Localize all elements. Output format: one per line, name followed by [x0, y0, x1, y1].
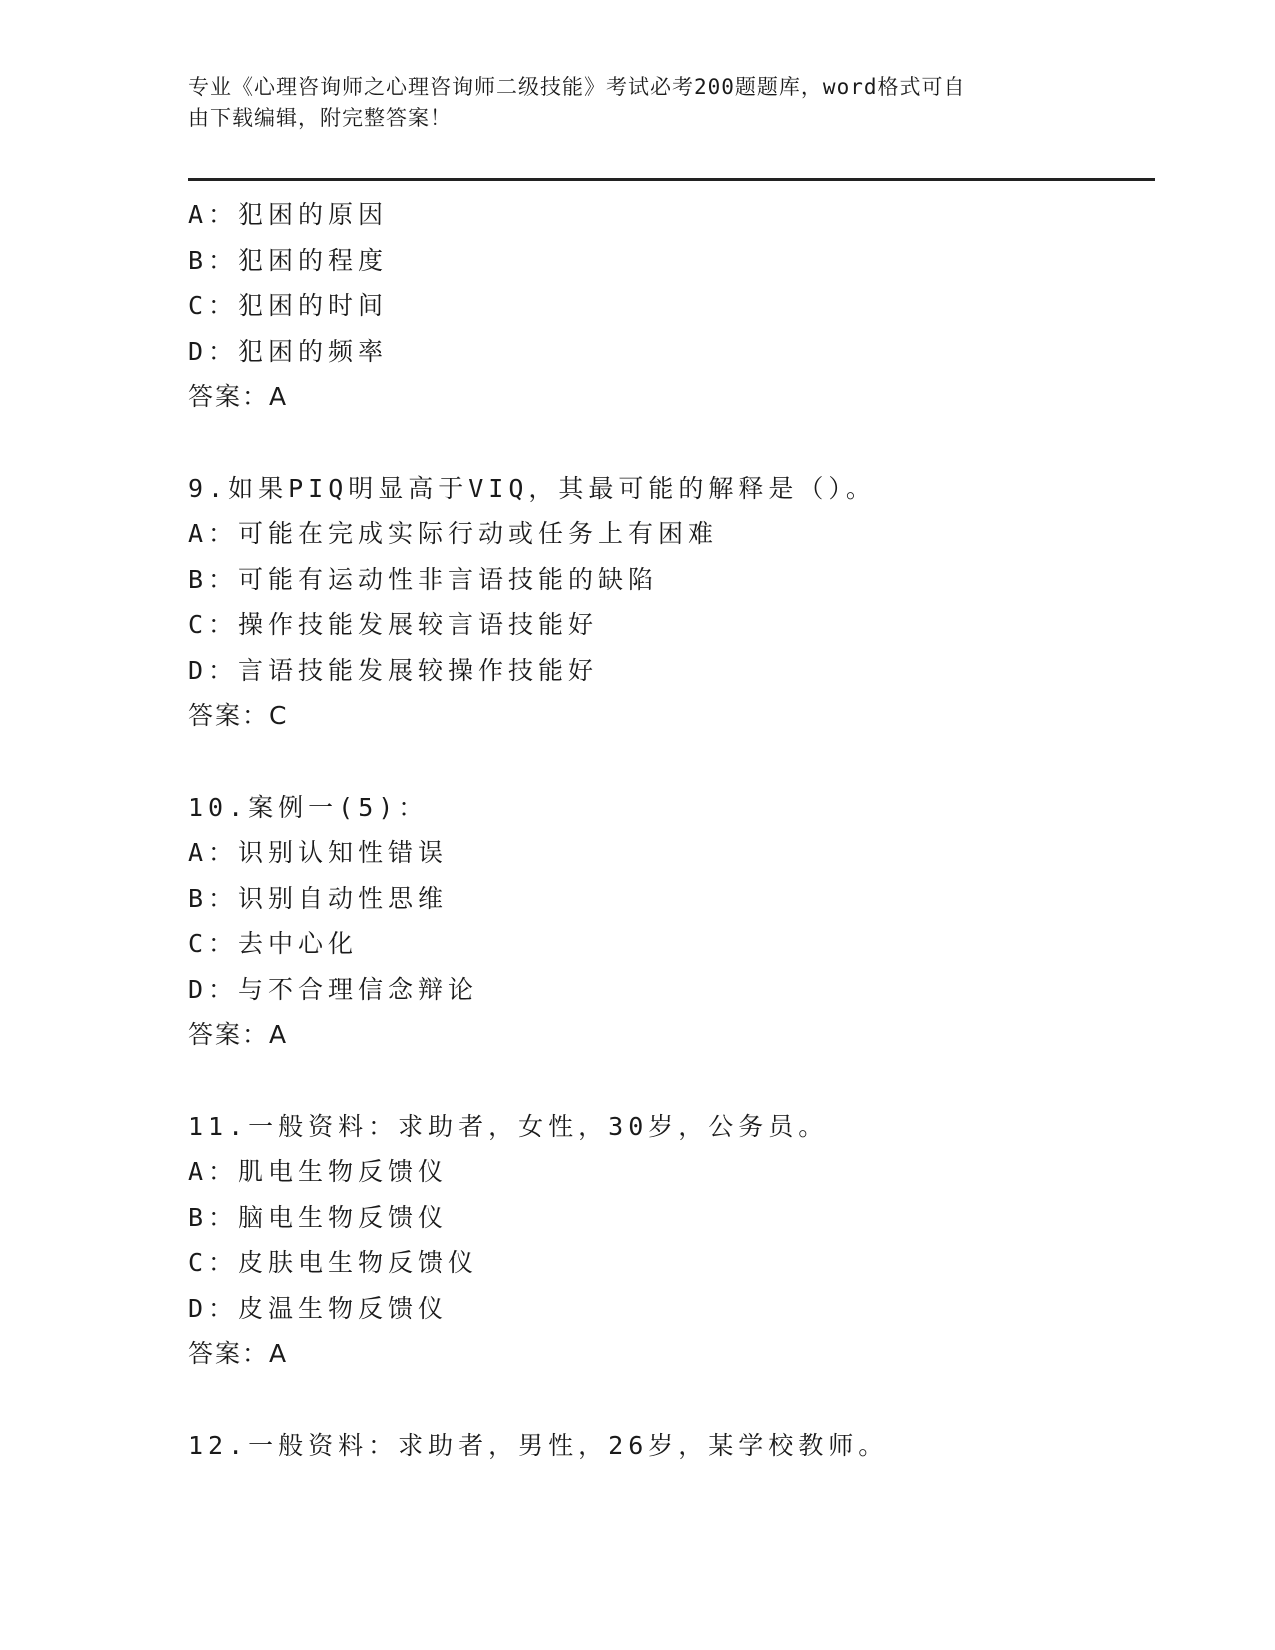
- answer-line: 答案：A: [188, 382, 289, 411]
- question-10: [188, 785, 1188, 1058]
- option-c: C：皮肤电生物反馈仪: [188, 1248, 479, 1277]
- header-line-1: 专业《心理咨询师之心理咨询师二级技能》考试必考200题题库，word格式可自: [188, 75, 966, 99]
- option-a: A：识别认知性错误: [188, 838, 449, 867]
- question-stem: 12.一般资料：求助者，男性，26岁，某学校教师。: [188, 1430, 889, 1460]
- option-b: B：犯困的程度: [188, 245, 389, 275]
- question-12: [188, 1423, 1188, 1469]
- answer-line: 答案：A: [188, 1339, 289, 1368]
- question-stem: 9.如果PIQ明显高于VIQ，其最可能的解释是（）。: [188, 473, 876, 503]
- option-a: A：肌电生物反馈仪: [188, 1157, 449, 1186]
- document-header: [188, 72, 1088, 134]
- question-9: [188, 466, 1188, 739]
- header-divider: [188, 178, 1155, 181]
- answer-line: 答案：C: [188, 701, 289, 730]
- option-b: B：识别自动性思维: [188, 883, 449, 913]
- option-d: D：犯困的频率: [188, 336, 389, 366]
- option-d: D：皮温生物反馈仪: [188, 1293, 449, 1323]
- question-stem: 11.一般资料：求助者，女性，30岁，公务员。: [188, 1111, 829, 1141]
- option-b: B：脑电生物反馈仪: [188, 1202, 449, 1232]
- option-c: C：操作技能发展较言语技能好: [188, 610, 599, 639]
- option-b: B：可能有运动性非言语技能的缺陷: [188, 564, 659, 594]
- option-c: C：去中心化: [188, 929, 359, 958]
- question-prev: [188, 192, 1188, 420]
- option-d: D：与不合理信念辩论: [188, 974, 479, 1004]
- answer-line: 答案：A: [188, 1020, 289, 1049]
- option-a: A：可能在完成实际行动或任务上有困难: [188, 519, 719, 548]
- question-list: [188, 192, 1188, 1468]
- question-11: [188, 1104, 1188, 1377]
- option-a: A：犯困的原因: [188, 200, 389, 229]
- option-d: D：言语技能发展较操作技能好: [188, 655, 599, 685]
- question-stem: 10.案例一(5)：: [188, 792, 429, 822]
- option-c: C：犯困的时间: [188, 291, 389, 320]
- header-line-2: 由下载编辑，附完整答案！: [188, 106, 452, 130]
